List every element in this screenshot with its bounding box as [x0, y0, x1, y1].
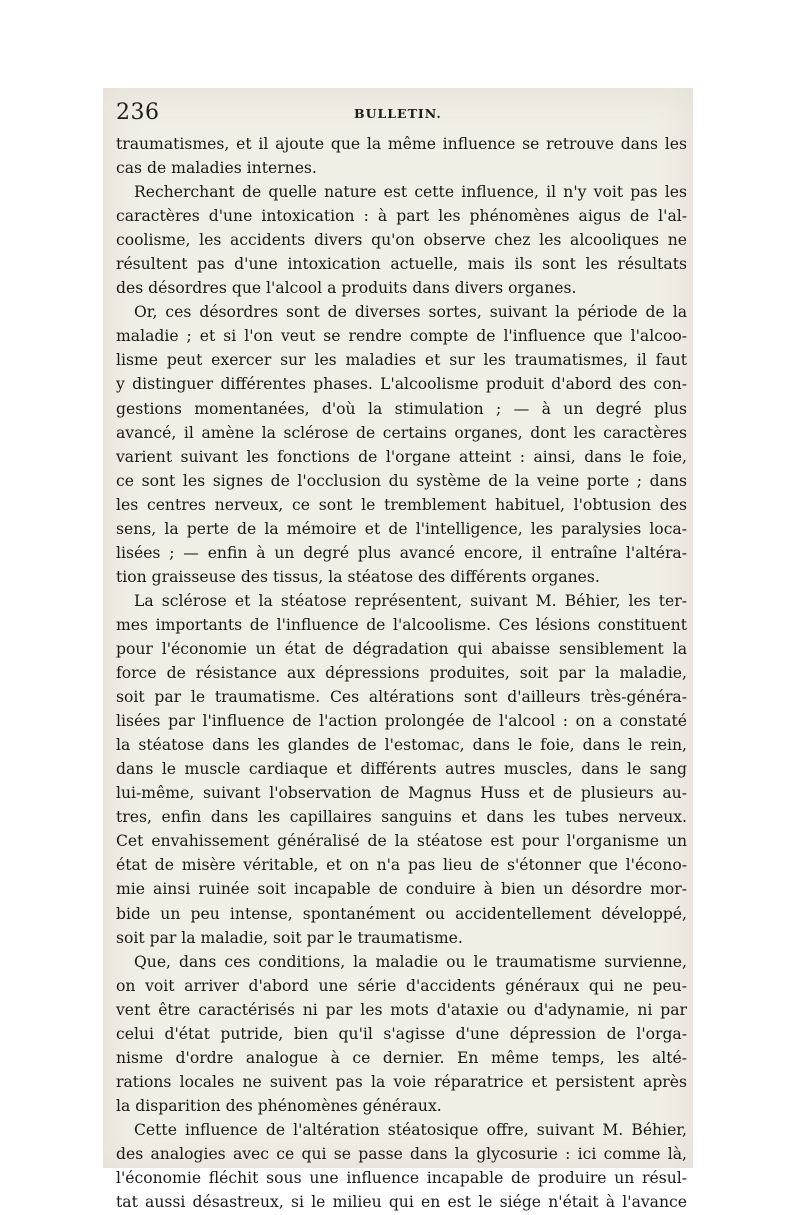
text-line: sens, la perte de la mémoire et de l'intelligence, les paralysies loca- [116, 519, 687, 538]
text-line: coolisme, les accidents divers qu'on observe chez les alcooliques ne [116, 231, 687, 250]
text-line: l'économie fléchit sous une influence incapable de produire un résul- [116, 1169, 687, 1188]
text-line: gestions momentanées, d'où la stimulation ; — à un degré plus [116, 399, 687, 418]
body-text [116, 132, 687, 1214]
text-line: les centres nerveux, ce sont le tremblement habituel, l'obtusion des [116, 495, 687, 514]
text-line: force de résistance aux dépressions produites, soit par la maladie, [116, 664, 687, 683]
text-line: soit par le traumatisme. Ces altérations sont d'ailleurs très-généra- [116, 688, 687, 707]
text-line: ce sont les signes de l'occlusion du système de la veine porte ; dans [116, 471, 687, 490]
page-number: 236 [116, 100, 160, 125]
text-line: des désordres que l'alcool a produits dans divers organes. [116, 279, 577, 298]
text-line: Que, dans ces conditions, la maladie ou le traumatisme survienne, [134, 952, 687, 971]
text-line: nisme d'ordre analogue à ce dernier. En même temps, les alté- [116, 1048, 687, 1067]
text-line: La sclérose et la stéatose représentent, suivant M. Béhier, les ter- [134, 591, 687, 610]
text-line: on voit arriver d'abord une série d'accidents généraux qui ne peu- [116, 976, 687, 995]
text-line: Or, ces désordres sont de diverses sortes, suivant la période de la [134, 303, 687, 322]
text-line: y distinguer différentes phases. L'alcoolisme produit d'abord des con- [116, 375, 687, 394]
document-page [103, 88, 693, 1212]
text-line: varient suivant les fonctions de l'organe atteint : ainsi, dans le foie, [116, 447, 687, 466]
page-header [116, 98, 686, 126]
text-line: lui-même, suivant l'observation de Magnus Huss et de plusieurs au- [116, 784, 687, 803]
text-line: dans le muscle cardiaque et différents autres muscles, dans le sang [116, 760, 687, 779]
text-line: tres, enfin dans les capillaires sanguins et dans les tubes nerveux. [116, 808, 687, 827]
text-line: mes importants de l'influence de l'alcoolisme. Ces lésions constituent [116, 615, 687, 634]
text-line: tat aussi désastreux, si le milieu qui en est le siége n'était à l'avance [116, 1193, 687, 1212]
text-line: lisme peut exercer sur les maladies et sur les traumatismes, il faut [116, 351, 687, 370]
text-line: Cet envahissement généralisé de la stéatose est pour l'organisme un [116, 832, 687, 851]
text-line: caractères d'une intoxication : à part les phénomènes aigus de l'al- [116, 207, 687, 226]
text-line: vent être caractérisés ni par les mots d'ataxie ou d'adynamie, ni par [116, 1000, 687, 1019]
text-line: avancé, il amène la sclérose de certains organes, dont les caractères [116, 423, 687, 442]
text-line: celui d'état putride, bien qu'il s'agisse d'une dépression de l'orga- [116, 1024, 687, 1043]
text-line: Recherchant de quelle nature est cette influence, il n'y voit pas les [134, 183, 687, 202]
text-line: soit par la maladie, soit par le traumatisme. [116, 928, 463, 947]
text-line: tion graisseuse des tissus, la stéatose des différents organes. [116, 567, 600, 586]
text-line: la disparition des phénomènes généraux. [116, 1096, 442, 1115]
text-line: lisées par l'influence de l'action prolongée de l'alcool : on a constaté [116, 712, 687, 731]
text-line: rations locales ne suivent pas la voie réparatrice et persistent après [116, 1072, 687, 1091]
text-line: état de misère véritable, et on n'a pas lieu de s'étonner que l'écono- [116, 856, 687, 875]
text-line: mie ainsi ruinée soit incapable de conduire à bien un désordre mor- [116, 880, 687, 899]
text-line: des analogies avec ce qui se passe dans la glycosurie : ici comme là, [116, 1144, 687, 1163]
text-line: pour l'économie un état de dégradation qui abaisse sensiblement la [116, 639, 687, 658]
text-line: bide un peu intense, spontanément ou accidentellement développé, [116, 904, 687, 923]
text-line: maladie ; et si l'on veut se rendre compte de l'influence que l'alcoo- [116, 327, 687, 346]
text-line: lisées ; — enfin à un degré plus avancé encore, il entraîne l'altéra- [116, 543, 687, 562]
text-line: cas de maladies internes. [116, 159, 317, 178]
text-line: Cette influence de l'altération stéatosique offre, suivant M. Béhier, [134, 1120, 687, 1139]
running-head: BULLETIN. [354, 106, 442, 121]
text-line: résultent pas d'une intoxication actuelle, mais ils sont les résultats [116, 255, 687, 274]
text-line: la stéatose dans les glandes de l'estomac, dans le foie, dans le rein, [116, 736, 687, 755]
text-line: traumatismes, et il ajoute que la même influence se retrouve dans les [116, 135, 687, 153]
